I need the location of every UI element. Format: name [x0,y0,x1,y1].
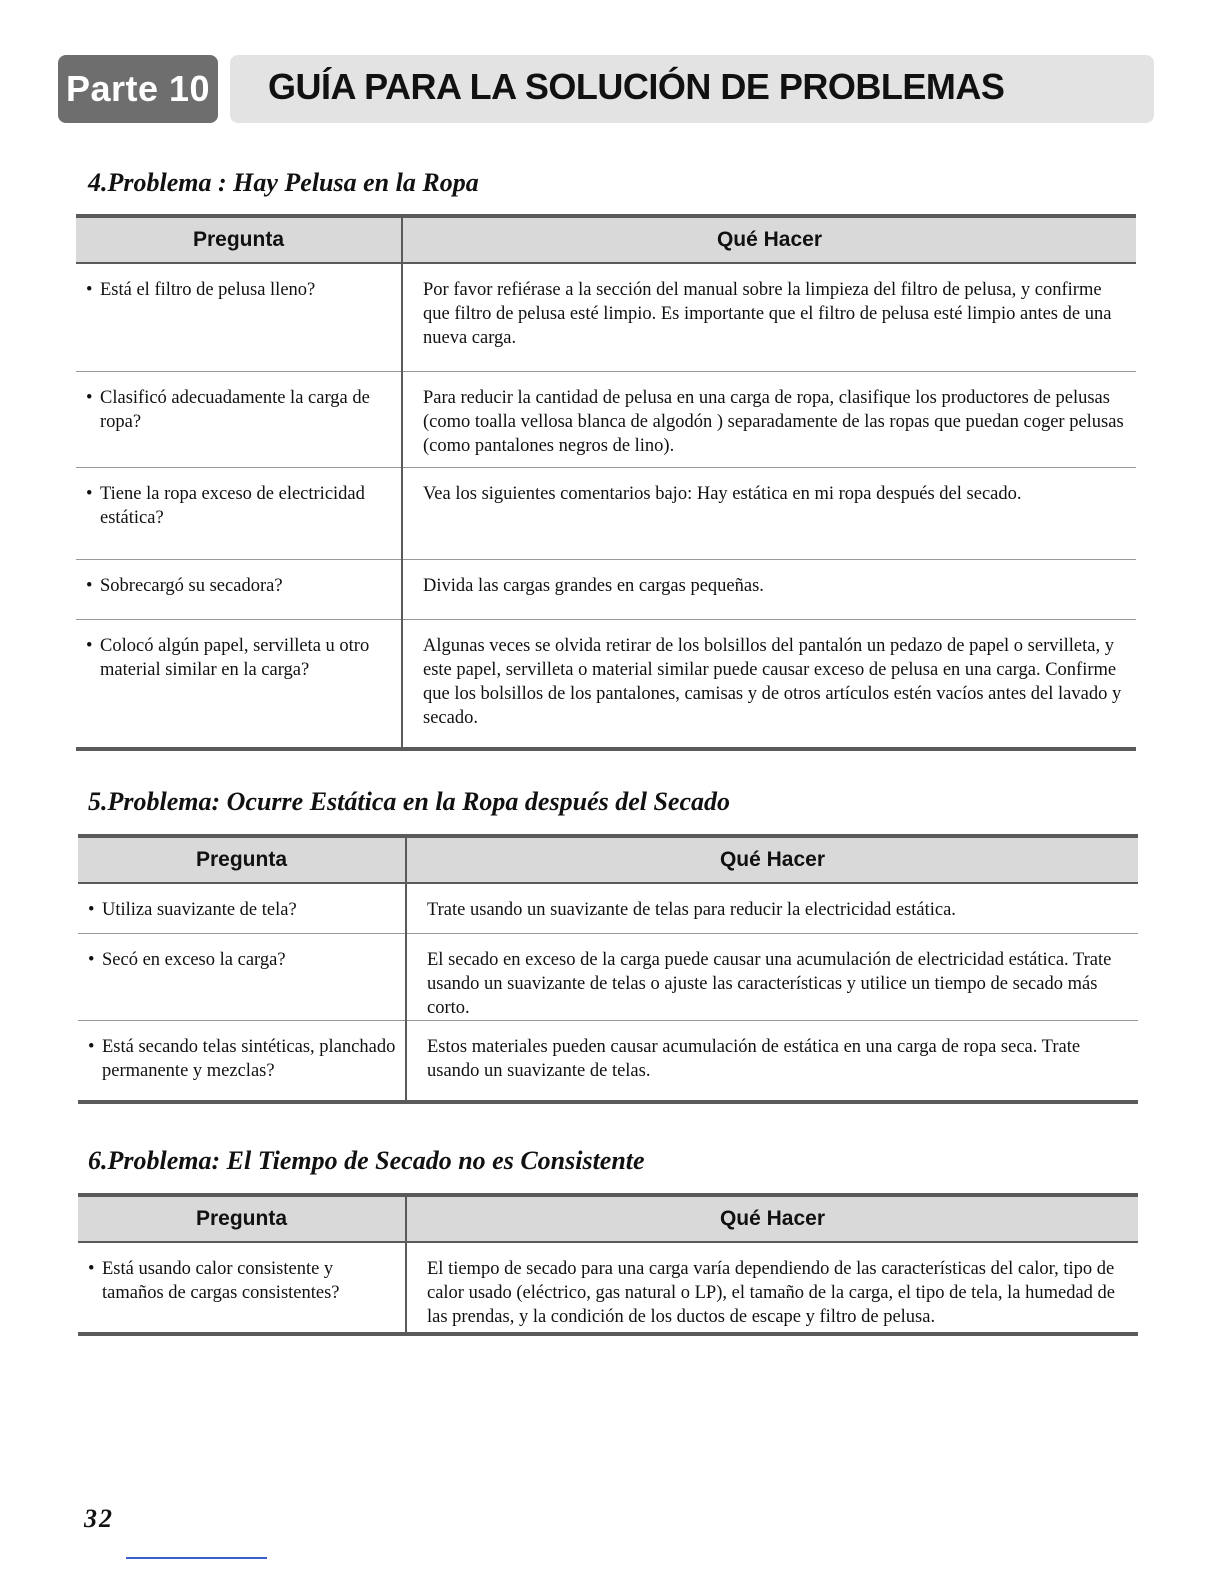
answer-cell: Para reducir la cantidad de pelusa en una carga de ropa, clasifique los productores de pelusas (como toalla vellosa blanca de algodón ) separadamente de las ropas que puedan coger pelusas (como pantalones negros de lino). [402,371,1136,467]
table-row [78,1020,1138,1102]
table-row [78,933,1138,1020]
question-cell [78,1242,406,1334]
answer-cell: Algunas veces se olvida retirar de los bolsillos del pantalón un pedazo de papel o servilleta, y este papel, servilleta o material similar puede causar exceso de pelusa en una carga. Confirme que los bolsillos de los pantalones, camisas y de otros artículos estén vacíos antes del lavado y secado. [402,619,1136,749]
table-header-row [76,216,1136,263]
drying-time-table [78,1193,1138,1336]
section-title-drying-time: 6.Problema: El Tiempo de Secado no es Consistente [88,1146,645,1175]
question-cell [76,619,402,749]
table-row [76,263,1136,371]
column-header-question: Pregunta [76,216,402,263]
question-cell [78,883,406,933]
answer-cell: El tiempo de secado para una carga varía dependiendo de las características del calor, tipo de calor usado (eléctrico, gas natural o LP), el tamaño de la carga, el tipo de tela, la humedad de las prendas, y la condición de los ductos de escape y filtro de pelusa. [406,1242,1138,1334]
question-text: • Sobrecargó su secadora? [86,574,393,598]
question-text: • Tiene la ropa exceso de electricidad estática? [86,482,393,530]
table-header-row [78,1195,1138,1242]
table-row [78,883,1138,933]
answer-cell: Estos materiales pueden causar acumulación de estática en una carga de ropa seca. Trate usando un suavizante de telas. [406,1020,1138,1102]
answer-cell: El secado en exceso de la carga puede causar una acumulación de electricidad estática. Trate usando un suavizante de telas o ajuste las características y utilice un tiempo de secado más corto. [406,933,1138,1020]
question-cell [78,1020,406,1102]
page-number: 32 [84,1504,114,1533]
lint-table [76,214,1136,751]
column-header-answer: Qué Hacer [402,216,1136,263]
table-row [76,371,1136,467]
table-row [78,1242,1138,1334]
static-table [78,834,1138,1104]
question-text: • Colocó algún papel, servilleta u otro material similar en la carga? [86,634,393,682]
answer-cell: Divida las cargas grandes en cargas pequeñas. [402,559,1136,619]
part-label: Parte 10 [58,55,218,123]
column-header-answer: Qué Hacer [406,836,1138,883]
table-header-row [78,836,1138,883]
table-row [76,559,1136,619]
question-text: • Está secando telas sintéticas, planchado permanente y mezclas? [88,1035,397,1083]
column-header-question: Pregunta [78,836,406,883]
table-row [76,619,1136,749]
question-text: • Está usando calor consistente y tamaños de cargas consistentes? [88,1257,397,1305]
table-row [76,467,1136,559]
page-header [58,55,1154,123]
question-text: • Secó en exceso la carga? [88,948,397,972]
section-title-lint: 4.Problema : Hay Pelusa en la Ropa [88,168,479,197]
question-cell [76,559,402,619]
page-title: GUÍA PARA LA SOLUCIÓN DE PROBLEMAS [268,66,1005,107]
question-text: • Clasificó adecuadamente la carga de ropa? [86,386,393,434]
question-text: • Utiliza suavizante de tela? [88,898,397,922]
footer-link-line [126,1557,267,1559]
answer-cell: Vea los siguientes comentarios bajo: Hay estática en mi ropa después del secado. [402,467,1136,559]
question-cell [78,933,406,1020]
section-title-static: 5.Problema: Ocurre Estática en la Ropa después del Secado [88,787,731,816]
column-header-answer: Qué Hacer [406,1195,1138,1242]
column-header-question: Pregunta [78,1195,406,1242]
answer-cell: Trate usando un suavizante de telas para reducir la electricidad estática. [406,883,1138,933]
question-cell [76,467,402,559]
question-text: • Está el filtro de pelusa lleno? [86,278,393,302]
question-cell [76,263,402,371]
answer-cell: Por favor refiérase a la sección del manual sobre la limpieza del filtro de pelusa, y confirme que filtro de pelusa esté limpio. Es importante que el filtro de pelusa esté limpio antes de una nueva carga. [402,263,1136,371]
title-bar [230,55,1154,123]
question-cell [76,371,402,467]
